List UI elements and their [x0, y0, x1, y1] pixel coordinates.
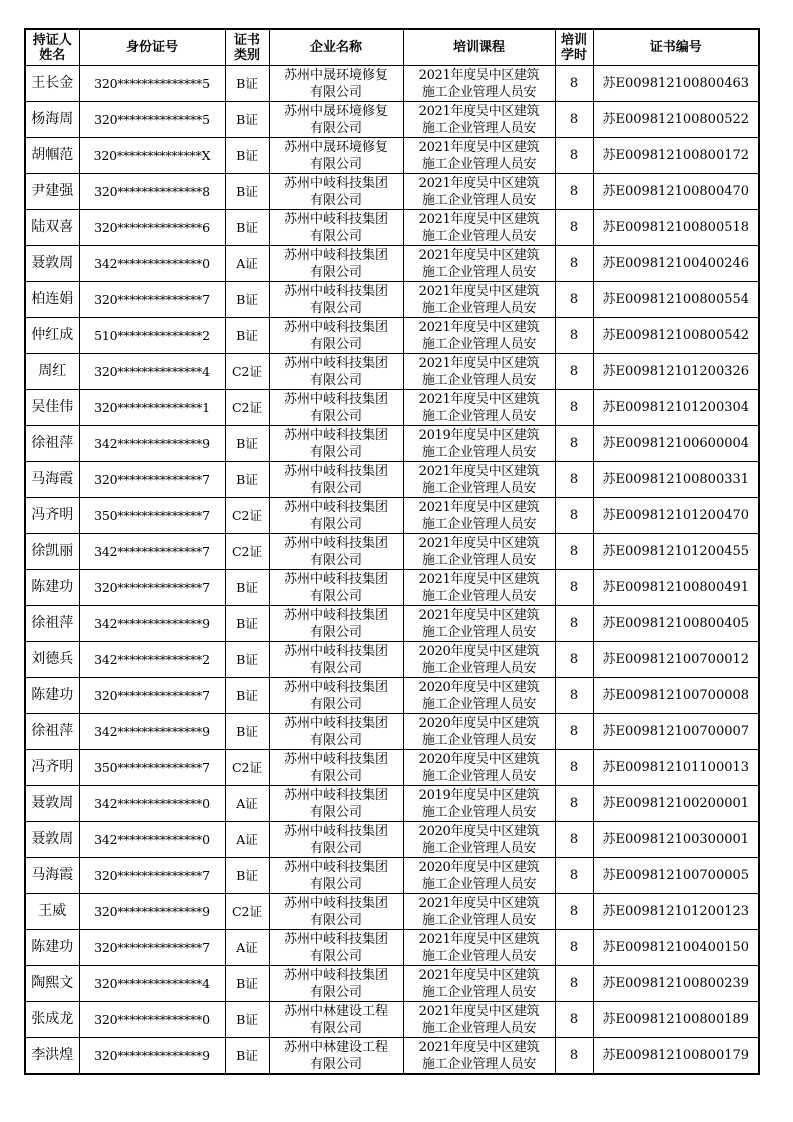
header-class: 证书 类别: [225, 29, 269, 66]
cert-class: B证: [225, 102, 269, 138]
id-number: 342**************2: [79, 642, 225, 678]
company-name: 苏州中岐科技集团 有限公司: [269, 606, 403, 642]
training-course: 2021年度吴中区建筑 施工企业管理人员安: [403, 390, 555, 426]
table-row: [25, 318, 759, 354]
header-row: [25, 29, 759, 66]
training-course: 2021年度吴中区建筑 施工企业管理人员安: [403, 1002, 555, 1038]
table-row: [25, 102, 759, 138]
table-row: [25, 210, 759, 246]
training-course: 2021年度吴中区建筑 施工企业管理人员安: [403, 462, 555, 498]
holder-name: 冯齐明: [25, 750, 79, 786]
id-number: 320**************7: [79, 570, 225, 606]
training-hours: 8: [555, 1038, 593, 1075]
holder-name: 聂敦周: [25, 246, 79, 282]
id-number: 342**************9: [79, 714, 225, 750]
company-name: 苏州中岐科技集团 有限公司: [269, 930, 403, 966]
table-row: [25, 750, 759, 786]
training-hours: 8: [555, 318, 593, 354]
table-row: [25, 858, 759, 894]
cert-number: 苏E009812100800179: [593, 1038, 759, 1075]
table-row: [25, 426, 759, 462]
training-hours: 8: [555, 714, 593, 750]
table-row: [25, 678, 759, 714]
cert-number: 苏E009812101200326: [593, 354, 759, 390]
holder-name: 陈建功: [25, 678, 79, 714]
cert-number: 苏E009812100700012: [593, 642, 759, 678]
training-hours: 8: [555, 102, 593, 138]
company-name: 苏州中岐科技集团 有限公司: [269, 210, 403, 246]
table-row: [25, 354, 759, 390]
training-hours: 8: [555, 534, 593, 570]
id-number: 320**************8: [79, 174, 225, 210]
cert-number: 苏E009812100400246: [593, 246, 759, 282]
cert-class: B证: [225, 570, 269, 606]
table-row: [25, 966, 759, 1002]
cert-class: B证: [225, 66, 269, 102]
training-hours: 8: [555, 570, 593, 606]
training-hours: 8: [555, 66, 593, 102]
training-course: 2021年度吴中区建筑 施工企业管理人员安: [403, 210, 555, 246]
training-course: 2021年度吴中区建筑 施工企业管理人员安: [403, 606, 555, 642]
cert-class: B证: [225, 138, 269, 174]
table-row: [25, 606, 759, 642]
cert-number: 苏E009812100700005: [593, 858, 759, 894]
holder-name: 吴佳伟: [25, 390, 79, 426]
id-number: 510**************2: [79, 318, 225, 354]
id-number: 350**************7: [79, 750, 225, 786]
id-number: 320**************5: [79, 102, 225, 138]
cert-class: B证: [225, 318, 269, 354]
table-row: [25, 570, 759, 606]
header-course: 培训课程: [403, 29, 555, 66]
cert-number: 苏E009812100800331: [593, 462, 759, 498]
training-course: 2020年度吴中区建筑 施工企业管理人员安: [403, 678, 555, 714]
holder-name: 冯齐明: [25, 498, 79, 534]
header-hours: 培训 学时: [555, 29, 593, 66]
company-name: 苏州中岐科技集团 有限公司: [269, 786, 403, 822]
holder-name: 徐祖萍: [25, 426, 79, 462]
training-hours: 8: [555, 354, 593, 390]
id-number: 342**************9: [79, 606, 225, 642]
id-number: 320**************7: [79, 858, 225, 894]
training-course: 2021年度吴中区建筑 施工企业管理人员安: [403, 894, 555, 930]
table-row: [25, 714, 759, 750]
company-name: 苏州中岐科技集团 有限公司: [269, 174, 403, 210]
cert-class: B证: [225, 282, 269, 318]
cert-number: 苏E009812101200470: [593, 498, 759, 534]
holder-name: 陶熙文: [25, 966, 79, 1002]
id-number: 342**************7: [79, 534, 225, 570]
table-row: [25, 822, 759, 858]
table-row: [25, 282, 759, 318]
table-row: [25, 390, 759, 426]
cert-class: C2证: [225, 894, 269, 930]
training-course: 2021年度吴中区建筑 施工企业管理人员安: [403, 282, 555, 318]
table-row: [25, 66, 759, 102]
cert-class: A证: [225, 786, 269, 822]
cert-number: 苏E009812100800542: [593, 318, 759, 354]
training-course: 2020年度吴中区建筑 施工企业管理人员安: [403, 822, 555, 858]
training-hours: 8: [555, 642, 593, 678]
training-hours: 8: [555, 462, 593, 498]
id-number: 350**************7: [79, 498, 225, 534]
cert-class: B证: [225, 606, 269, 642]
company-name: 苏州中岐科技集团 有限公司: [269, 966, 403, 1002]
training-course: 2021年度吴中区建筑 施工企业管理人员安: [403, 102, 555, 138]
cert-class: C2证: [225, 534, 269, 570]
cert-class: B证: [225, 1002, 269, 1038]
training-hours: 8: [555, 966, 593, 1002]
cert-number: 苏E009812100800405: [593, 606, 759, 642]
company-name: 苏州中岐科技集团 有限公司: [269, 714, 403, 750]
cert-number: 苏E009812100800518: [593, 210, 759, 246]
cert-number: 苏E009812100800554: [593, 282, 759, 318]
training-course: 2021年度吴中区建筑 施工企业管理人员安: [403, 1038, 555, 1075]
company-name: 苏州中林建设工程 有限公司: [269, 1038, 403, 1075]
cert-class: B证: [225, 678, 269, 714]
training-hours: 8: [555, 822, 593, 858]
training-course: 2021年度吴中区建筑 施工企业管理人员安: [403, 534, 555, 570]
cert-number: 苏E009812100800491: [593, 570, 759, 606]
table-row: [25, 1002, 759, 1038]
id-number: 320**************7: [79, 930, 225, 966]
training-course: 2021年度吴中区建筑 施工企业管理人员安: [403, 138, 555, 174]
company-name: 苏州中林建设工程 有限公司: [269, 1002, 403, 1038]
holder-name: 王威: [25, 894, 79, 930]
training-hours: 8: [555, 498, 593, 534]
id-number: 320**************7: [79, 282, 225, 318]
cert-class: B证: [225, 642, 269, 678]
cert-number: 苏E009812100800239: [593, 966, 759, 1002]
training-hours: 8: [555, 138, 593, 174]
company-name: 苏州中晟环境修复 有限公司: [269, 102, 403, 138]
cert-class: B证: [225, 462, 269, 498]
company-name: 苏州中岐科技集团 有限公司: [269, 282, 403, 318]
cert-class: B证: [225, 714, 269, 750]
table-row: [25, 894, 759, 930]
table-row: [25, 498, 759, 534]
cert-number: 苏E009812100800463: [593, 66, 759, 102]
company-name: 苏州中岐科技集团 有限公司: [269, 642, 403, 678]
training-hours: 8: [555, 894, 593, 930]
company-name: 苏州中岐科技集团 有限公司: [269, 354, 403, 390]
table-row: [25, 462, 759, 498]
training-course: 2019年度吴中区建筑 施工企业管理人员安: [403, 426, 555, 462]
cert-class: B证: [225, 174, 269, 210]
company-name: 苏州中岐科技集团 有限公司: [269, 678, 403, 714]
id-number: 320**************7: [79, 678, 225, 714]
training-hours: 8: [555, 1002, 593, 1038]
company-name: 苏州中岐科技集团 有限公司: [269, 462, 403, 498]
id-number: 320**************0: [79, 1002, 225, 1038]
training-hours: 8: [555, 390, 593, 426]
id-number: 320**************9: [79, 1038, 225, 1075]
holder-name: 陆双喜: [25, 210, 79, 246]
holder-name: 聂敦周: [25, 786, 79, 822]
cert-class: A证: [225, 822, 269, 858]
training-hours: 8: [555, 282, 593, 318]
id-number: 342**************9: [79, 426, 225, 462]
cert-number: 苏E009812101200304: [593, 390, 759, 426]
table-row: [25, 174, 759, 210]
company-name: 苏州中晟环境修复 有限公司: [269, 138, 403, 174]
table-row: [25, 1038, 759, 1075]
training-course: 2021年度吴中区建筑 施工企业管理人员安: [403, 930, 555, 966]
holder-name: 胡帼范: [25, 138, 79, 174]
holder-name: 李洪煌: [25, 1038, 79, 1075]
cert-class: C2证: [225, 390, 269, 426]
cert-class: C2证: [225, 354, 269, 390]
id-number: 342**************0: [79, 246, 225, 282]
holder-name: 张成龙: [25, 1002, 79, 1038]
company-name: 苏州中晟环境修复 有限公司: [269, 66, 403, 102]
id-number: 320**************4: [79, 354, 225, 390]
company-name: 苏州中岐科技集团 有限公司: [269, 534, 403, 570]
id-number: 320**************6: [79, 210, 225, 246]
training-hours: 8: [555, 174, 593, 210]
holder-name: 徐祖萍: [25, 606, 79, 642]
training-course: 2021年度吴中区建筑 施工企业管理人员安: [403, 174, 555, 210]
holder-name: 聂敦周: [25, 822, 79, 858]
table-row: [25, 786, 759, 822]
training-course: 2021年度吴中区建筑 施工企业管理人员安: [403, 498, 555, 534]
holder-name: 徐祖萍: [25, 714, 79, 750]
id-number: 342**************0: [79, 822, 225, 858]
training-course: 2021年度吴中区建筑 施工企业管理人员安: [403, 318, 555, 354]
cert-class: C2证: [225, 498, 269, 534]
cert-class: A证: [225, 246, 269, 282]
cert-number: 苏E009812100200001: [593, 786, 759, 822]
company-name: 苏州中岐科技集团 有限公司: [269, 822, 403, 858]
holder-name: 周红: [25, 354, 79, 390]
holder-name: 刘德兵: [25, 642, 79, 678]
id-number: 342**************0: [79, 786, 225, 822]
company-name: 苏州中岐科技集团 有限公司: [269, 426, 403, 462]
id-number: 320**************7: [79, 462, 225, 498]
training-hours: 8: [555, 246, 593, 282]
training-course: 2020年度吴中区建筑 施工企业管理人员安: [403, 750, 555, 786]
company-name: 苏州中岐科技集团 有限公司: [269, 570, 403, 606]
training-hours: 8: [555, 606, 593, 642]
id-number: 320**************9: [79, 894, 225, 930]
holder-name: 马海霞: [25, 858, 79, 894]
holder-name: 陈建功: [25, 570, 79, 606]
header-cert-number: 证书编号: [593, 29, 759, 66]
header-name: 持证人 姓名: [25, 29, 79, 66]
training-hours: 8: [555, 930, 593, 966]
training-hours: 8: [555, 426, 593, 462]
holder-name: 柏连娟: [25, 282, 79, 318]
training-course: 2020年度吴中区建筑 施工企业管理人员安: [403, 714, 555, 750]
holder-name: 尹建强: [25, 174, 79, 210]
training-course: 2020年度吴中区建筑 施工企业管理人员安: [403, 642, 555, 678]
table-row: [25, 642, 759, 678]
certificate-table: [24, 28, 760, 1075]
training-course: 2021年度吴中区建筑 施工企业管理人员安: [403, 354, 555, 390]
cert-number: 苏E009812100300001: [593, 822, 759, 858]
cert-number: 苏E009812100800189: [593, 1002, 759, 1038]
cert-class: B证: [225, 858, 269, 894]
cert-class: B证: [225, 1038, 269, 1075]
training-course: 2021年度吴中区建筑 施工企业管理人员安: [403, 66, 555, 102]
holder-name: 陈建功: [25, 930, 79, 966]
table-row: [25, 246, 759, 282]
training-course: 2021年度吴中区建筑 施工企业管理人员安: [403, 246, 555, 282]
cert-number: 苏E009812101200455: [593, 534, 759, 570]
table-row: [25, 534, 759, 570]
header-company: 企业名称: [269, 29, 403, 66]
training-course: 2019年度吴中区建筑 施工企业管理人员安: [403, 786, 555, 822]
company-name: 苏州中岐科技集团 有限公司: [269, 894, 403, 930]
id-number: 320**************4: [79, 966, 225, 1002]
holder-name: 杨海周: [25, 102, 79, 138]
cert-number: 苏E009812101100013: [593, 750, 759, 786]
cert-number: 苏E009812100400150: [593, 930, 759, 966]
company-name: 苏州中岐科技集团 有限公司: [269, 318, 403, 354]
cert-class: A证: [225, 930, 269, 966]
training-hours: 8: [555, 678, 593, 714]
id-number: 320**************X: [79, 138, 225, 174]
cert-class: C2证: [225, 750, 269, 786]
company-name: 苏州中岐科技集团 有限公司: [269, 246, 403, 282]
table-row: [25, 138, 759, 174]
training-course: 2020年度吴中区建筑 施工企业管理人员安: [403, 858, 555, 894]
cert-class: B证: [225, 426, 269, 462]
company-name: 苏州中岐科技集团 有限公司: [269, 750, 403, 786]
holder-name: 王长金: [25, 66, 79, 102]
training-course: 2021年度吴中区建筑 施工企业管理人员安: [403, 966, 555, 1002]
company-name: 苏州中岐科技集团 有限公司: [269, 390, 403, 426]
id-number: 320**************5: [79, 66, 225, 102]
cert-class: B证: [225, 210, 269, 246]
holder-name: 仲红成: [25, 318, 79, 354]
holder-name: 马海霞: [25, 462, 79, 498]
training-hours: 8: [555, 210, 593, 246]
cert-number: 苏E009812100700007: [593, 714, 759, 750]
id-number: 320**************1: [79, 390, 225, 426]
cert-class: B证: [225, 966, 269, 1002]
cert-number: 苏E009812100800470: [593, 174, 759, 210]
training-course: 2021年度吴中区建筑 施工企业管理人员安: [403, 570, 555, 606]
training-hours: 8: [555, 858, 593, 894]
cert-number: 苏E009812101200123: [593, 894, 759, 930]
training-hours: 8: [555, 786, 593, 822]
cert-number: 苏E009812100700008: [593, 678, 759, 714]
training-hours: 8: [555, 750, 593, 786]
cert-number: 苏E009812100600004: [593, 426, 759, 462]
holder-name: 徐凯丽: [25, 534, 79, 570]
company-name: 苏州中岐科技集团 有限公司: [269, 858, 403, 894]
cert-number: 苏E009812100800172: [593, 138, 759, 174]
table-row: [25, 930, 759, 966]
header-id: 身份证号: [79, 29, 225, 66]
company-name: 苏州中岐科技集团 有限公司: [269, 498, 403, 534]
cert-number: 苏E009812100800522: [593, 102, 759, 138]
